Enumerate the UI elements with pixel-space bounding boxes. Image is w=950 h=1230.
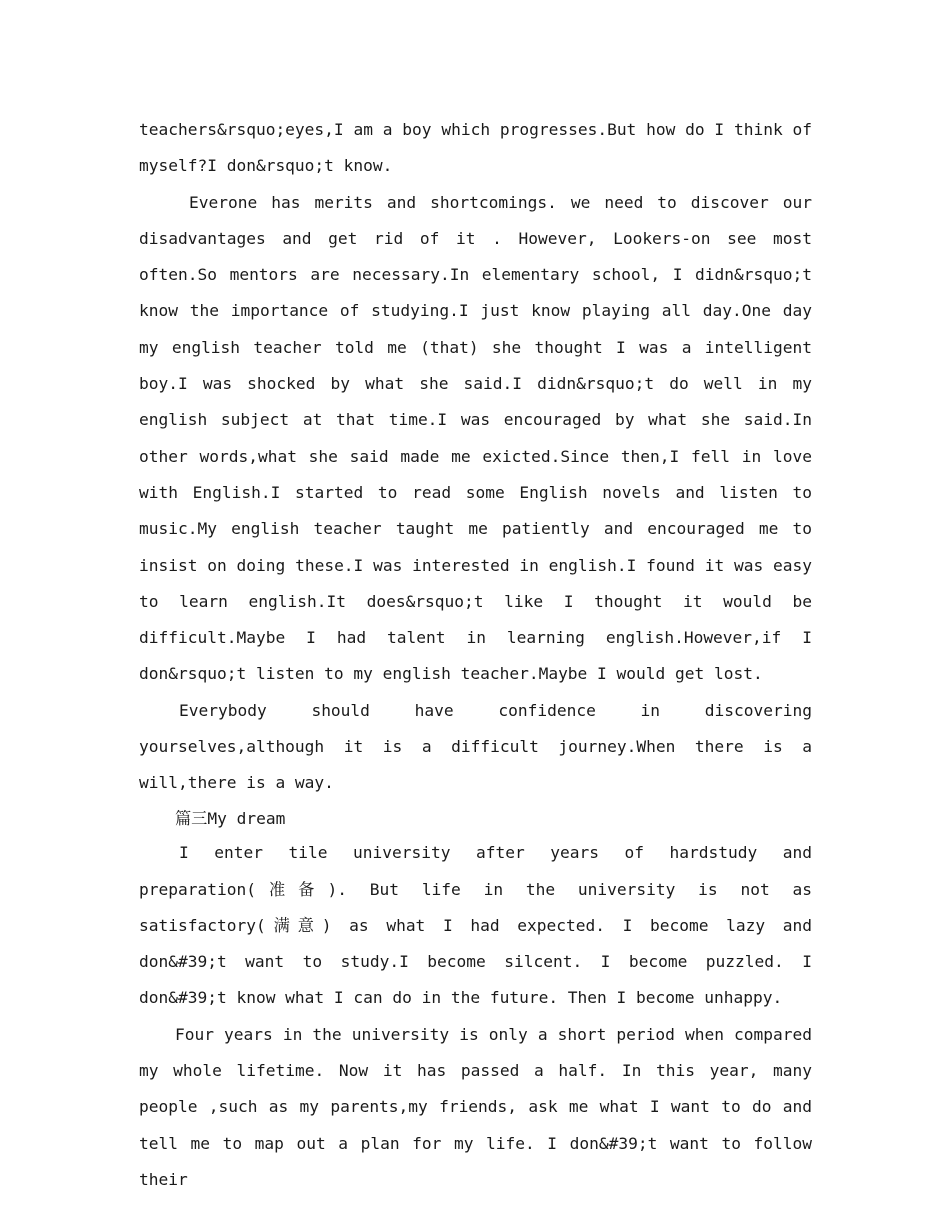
paragraph-four-years: Four years in the university is only a short period when compared my whole lifetime. Now it has passed a half. In this year, many people ,such as my parents,my friends, ask me what I want to do and tell me to map out a plan for my life. I don&#39;t want to follow their [139, 1024, 812, 1189]
paragraph-mentors: Everone has merits and shortcomings. we need to discover our disadvantages and get rid of it . However, Lookers-on see most often.So mentors are necessary.In elementary school, I didn&rsquo;t know the importance of studying.I just know playing all day.One day my english teacher told me (that) she thought I was a intelligent boy.I was shocked by what she said.I didn&rsquo;t do well in my english subject at that time.I was encouraged by what she said.In other words,what she said made me exicted.Since then,I fell in love with English.I started to read some English novels and listen to music.My english teacher taught me patiently and encouraged me to insist on doing these.I was interested in english.I found it was easy to learn english.It does&rsquo;t like I thought it would be difficult.Maybe I had talent in learning english.However,if I don&rsquo;t listen to my english teacher.Maybe I would get lost. [139, 192, 812, 684]
section-heading-my-dream: 篇三My dream [175, 808, 286, 828]
paragraph-continuation: teachers&rsquo;eyes,I am a boy which progresses.But how do I think of myself?I don&rsquo;t know. [139, 120, 812, 176]
paragraph-university: I enter tile university after years of hardstudy and preparation(准备). But life in the university is not as satisfactory(满意) as what I had expected. I become lazy and don&#39;t want to study.I become silcent. I become puzzled. I don&#39;t know what I can do in the future. Then I become unhappy. [139, 843, 812, 1008]
paragraph-confidence: Everybody should have confidence in discovering yourselves,although it is a difficult journey.When there is a will,there is a way. [139, 700, 812, 793]
document-body [139, 112, 812, 1198]
